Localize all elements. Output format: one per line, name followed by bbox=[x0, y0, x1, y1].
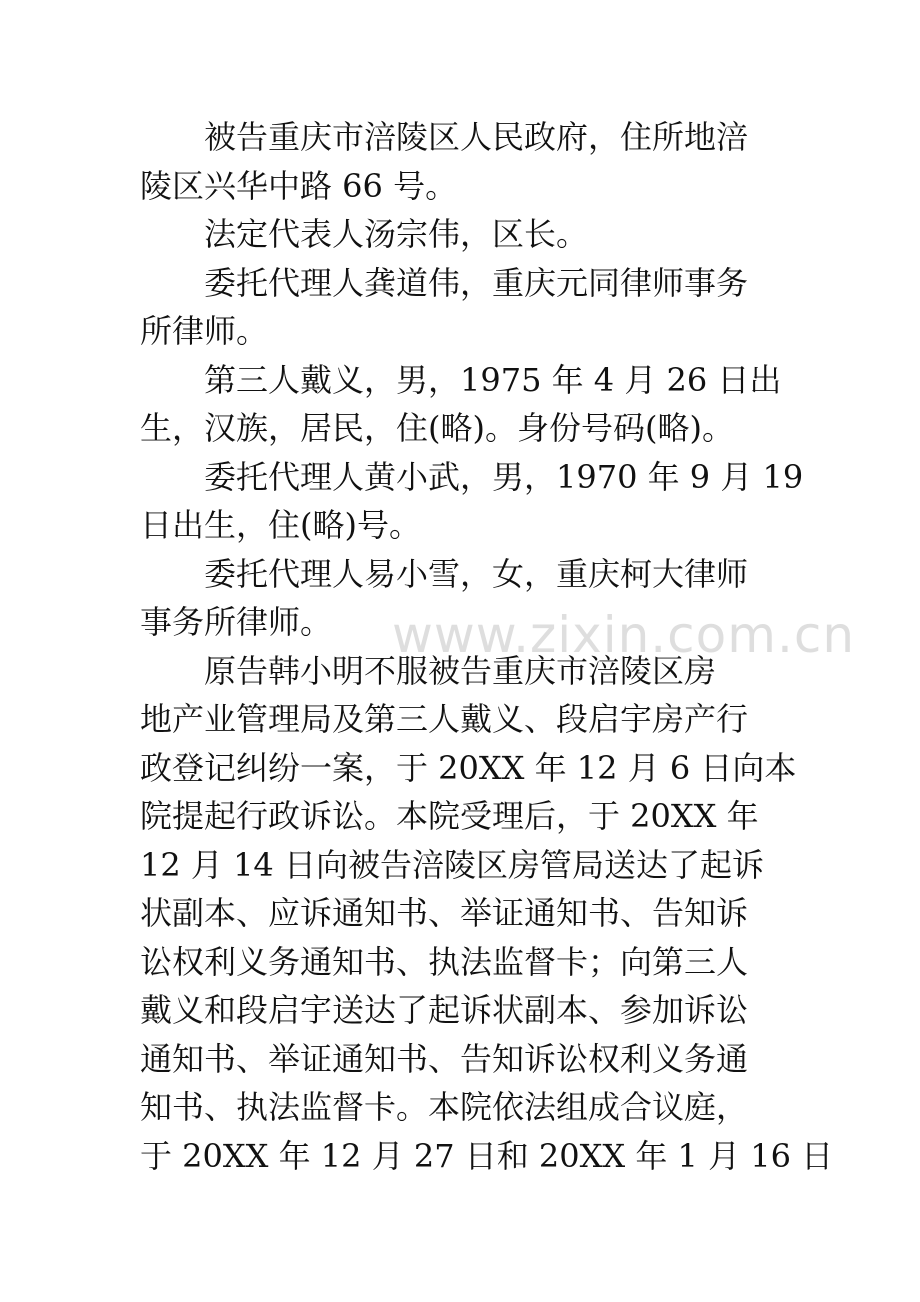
text-line: 事务所律师。 bbox=[140, 603, 333, 641]
text-line: 讼权利义务通知书、执法监督卡；向第三人 bbox=[140, 942, 749, 981]
watermark: www.zixin.com.cn bbox=[392, 606, 856, 664]
text-line: 院提起行政诉讼。本院受理后，于 20XX 年 bbox=[140, 797, 759, 835]
text-line: 被告重庆市涪陵区人民政府，住所地涪 bbox=[140, 118, 749, 156]
text-line: 地产业管理局及第三人戴义、段启宇房产行 bbox=[140, 700, 749, 738]
document-body bbox=[140, 113, 834, 1180]
text-line: 委托代理人龚道伟，重庆元同律师事务 bbox=[140, 263, 749, 302]
text-line: 12 月 14 日向被告涪陵区房管局送达了起诉 bbox=[140, 845, 764, 884]
text-line: 政登记纠纷一案，于 20XX 年 12 月 6 日向本 bbox=[140, 748, 797, 787]
text-line: 戴义和段启宇送达了起诉状副本、参加诉讼 bbox=[140, 991, 749, 1029]
text-line: 知书、执法监督卡。本院依法组成合议庭， bbox=[140, 1088, 749, 1126]
text-line: 法定代表人汤宗伟，区长。 bbox=[140, 215, 589, 253]
text-line: 所律师。 bbox=[140, 312, 269, 350]
text-line: 陵区兴华中路 66 号。 bbox=[140, 166, 458, 205]
text-line: 日出生，住(略)号。 bbox=[140, 506, 421, 544]
text-line: 生，汉族，居民，住(略)。身份号码(略)。 bbox=[140, 409, 734, 447]
text-line: 第三人戴义，男，1975 年 4 月 26 日出 bbox=[140, 360, 782, 399]
text-line: 委托代理人易小雪，女，重庆柯大律师 bbox=[140, 554, 749, 593]
text-line: 原告韩小明不服被告重庆市涪陵区房 bbox=[140, 651, 717, 690]
text-line: 通知书、举证通知书、告知诉讼权利义务通 bbox=[140, 1039, 749, 1078]
text-line: 于 20XX 年 12 月 27 日和 20XX 年 1 月 16 日 bbox=[140, 1136, 834, 1175]
text-line: 状副本、应诉通知书、举证通知书、告知诉 bbox=[140, 894, 749, 932]
text-line: 委托代理人黄小武，男，1970 年 9 月 19 bbox=[140, 457, 804, 496]
